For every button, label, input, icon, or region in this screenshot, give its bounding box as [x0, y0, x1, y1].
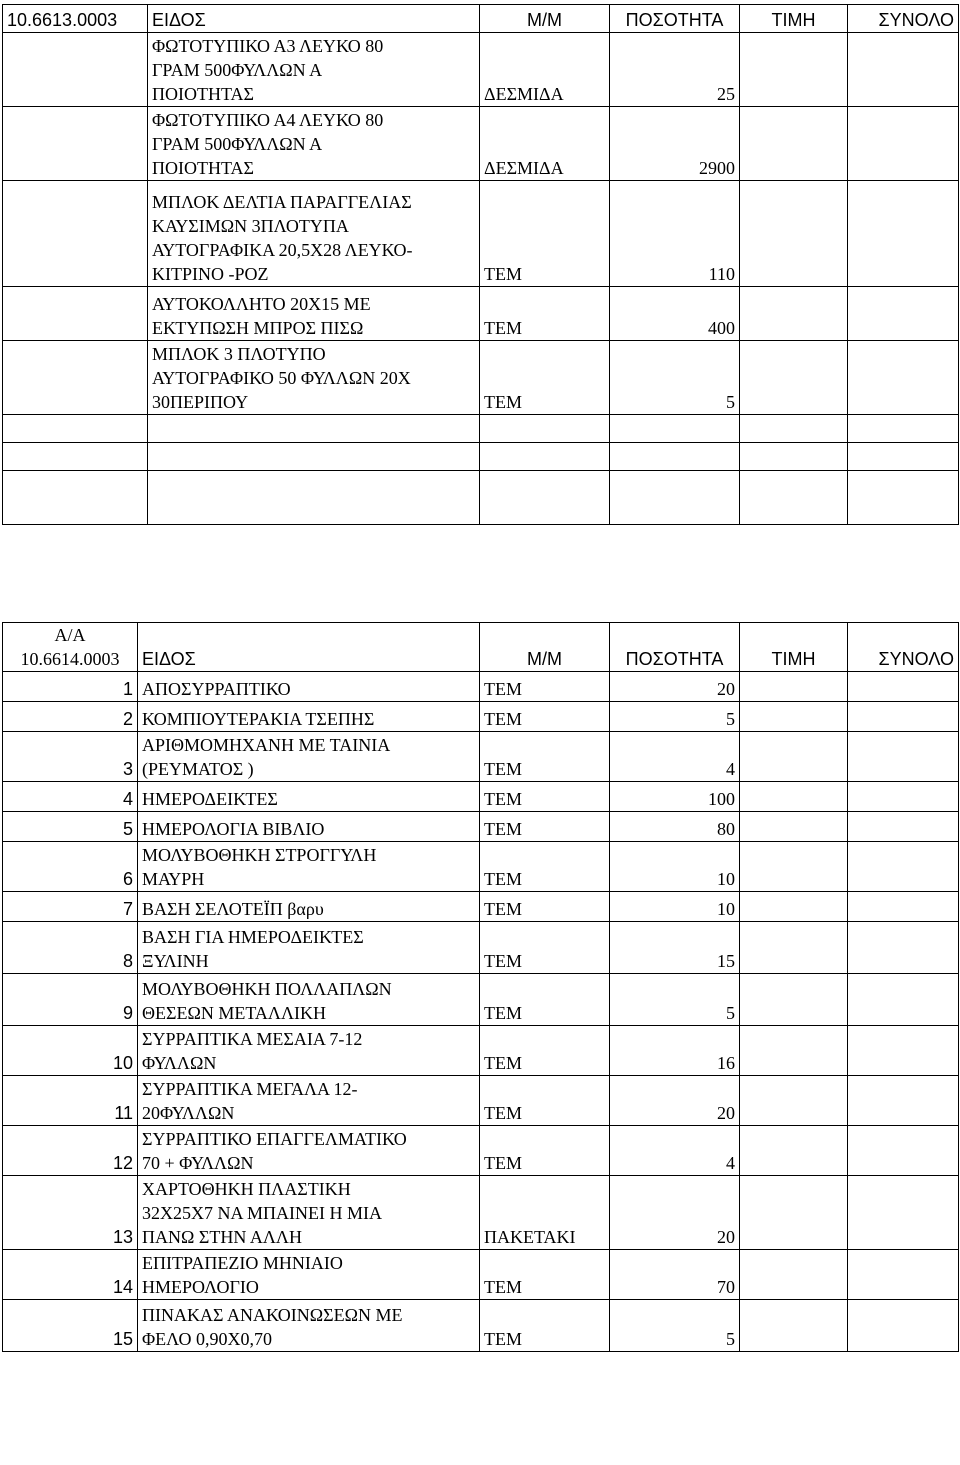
qty-cell: 5 [610, 974, 740, 1026]
total-cell [848, 107, 959, 181]
qty-cell: 10 [610, 842, 740, 892]
item-cell: ΑΡΙΘΜΟΜΗΧΑΝΗ ΜΕ ΤΑΙΝΙΑ (ΡΕΥΜΑΤΟΣ ) [138, 732, 480, 782]
unit-cell: ΤΕΜ [480, 1300, 610, 1352]
price-cell [740, 842, 848, 892]
unit-cell: ΤΕΜ [480, 892, 610, 922]
qty-header: ΠΟΣΟΤΗΤΑ [610, 623, 740, 672]
code-cell [3, 341, 148, 415]
qty-cell: 5 [610, 341, 740, 415]
item-cell: ΗΜΕΡΟΛΟΓΙΑ ΒΙΒΛΙΟ [138, 812, 480, 842]
qty-cell: 80 [610, 812, 740, 842]
item-cell: ΧΑΡΤΟΘΗΚΗ ΠΛΑΣΤΙΚΗ 32Χ25Χ7 ΝΑ ΜΠΑΙΝΕΙ Η ΜΙΑ ΠΑΝΩ ΣΤΗΝ ΑΛΛΗ [138, 1176, 480, 1250]
table-row [3, 107, 959, 181]
unit-cell: ΤΕΜ [480, 287, 610, 341]
item-cell: ΒΑΣΗ ΣΕΛΟΤΕΪΠ βαρυ [138, 892, 480, 922]
table-10-6614 [2, 622, 959, 1352]
price-cell [740, 1176, 848, 1250]
empty-row [3, 471, 959, 525]
total-cell [848, 892, 959, 922]
no-cell: 6 [3, 842, 138, 892]
price-cell [740, 812, 848, 842]
price-cell [740, 892, 848, 922]
total-cell [848, 1250, 959, 1300]
table-row [3, 892, 959, 922]
table-header-row [3, 5, 959, 33]
qty-header: ΠΟΣΟΤΗΤΑ [610, 5, 740, 33]
total-cell [848, 341, 959, 415]
code-value: 10.6614.0003 [20, 649, 120, 669]
item-cell: ΜΟΛΥΒΟΘΗΚΗ ΣΤΡΟΓΓΥΛΗ ΜΑΥΡΗ [138, 842, 480, 892]
price-cell [740, 702, 848, 732]
table-row [3, 702, 959, 732]
total-header: ΣΥΝΟΛΟ [848, 5, 959, 33]
qty-cell: 10 [610, 892, 740, 922]
unit-cell: ΤΕΜ [480, 922, 610, 974]
no-cell: 13 [3, 1176, 138, 1250]
no-cell: 11 [3, 1076, 138, 1126]
table-row [3, 732, 959, 782]
unit-cell: ΤΕΜ [480, 1076, 610, 1126]
table-row [3, 341, 959, 415]
total-cell [848, 1176, 959, 1250]
qty-cell: 20 [610, 1176, 740, 1250]
table-row [3, 1026, 959, 1076]
price-cell [740, 1250, 848, 1300]
item-cell: ΣΥΡΡΑΠΤΙΚΟ ΕΠΑΓΓΕΛΜΑΤΙΚΟ 70 + ΦΥΛΛΩΝ [138, 1126, 480, 1176]
item-cell: ΦΩΤΟΤΥΠΙΚΟ Α4 ΛΕΥΚΟ 80 ΓΡΑΜ 500ΦΥΛΛΩΝ Α ΠΟΙΟΤΗΤΑΣ [148, 107, 480, 181]
code-cell [3, 287, 148, 341]
price-cell [740, 1076, 848, 1126]
unit-cell: ΤΕΜ [480, 842, 610, 892]
item-header: ΕΙΔΟΣ [138, 623, 480, 672]
table-10-6613 [2, 4, 959, 525]
item-cell: ΣΥΡΡΑΠΤΙΚΑ ΜΕΓΑΛΑ 12- 20ΦΥΛΛΩΝ [138, 1076, 480, 1126]
unit-cell: ΤΕΜ [480, 672, 610, 702]
table-row [3, 1300, 959, 1352]
item-cell: ΑΠΟΣΥΡΡΑΠΤΙΚΟ [138, 672, 480, 702]
item-cell: ΜΠΛΟΚ ΔΕΛΤΙΑ ΠΑΡΑΓΓΕΛΙΑΣ ΚΑΥΣΙΜΩΝ 3ΠΛΟΤΥΠΑ ΑΥΤΟΓΡΑΦΙΚΑ 20,5Χ28 ΛΕΥΚΟ- ΚΙΤΡΙΝΟ -ΡΟΖ [148, 181, 480, 287]
total-header: ΣΥΝΟΛΟ [848, 623, 959, 672]
price-cell [740, 1026, 848, 1076]
item-cell: ΗΜΕΡΟΔΕΙΚΤΕΣ [138, 782, 480, 812]
total-cell [848, 922, 959, 974]
total-cell [848, 1076, 959, 1126]
table-row [3, 782, 959, 812]
qty-cell: 4 [610, 1126, 740, 1176]
no-cell: 4 [3, 782, 138, 812]
qty-cell: 400 [610, 287, 740, 341]
table-row [3, 181, 959, 287]
total-cell [848, 702, 959, 732]
total-cell [848, 812, 959, 842]
unit-header: Μ/Μ [480, 623, 610, 672]
empty-row [3, 443, 959, 471]
item-cell: ΜΠΛΟΚ 3 ΠΛΟΤΥΠΟ ΑΥΤΟΓΡΑΦΙΚΟ 50 ΦΥΛΛΩΝ 20Χ 30ΠΕΡΙΠΟΥ [148, 341, 480, 415]
total-cell [848, 33, 959, 107]
table-row [3, 922, 959, 974]
unit-cell: ΤΕΜ [480, 181, 610, 287]
unit-cell: ΤΕΜ [480, 974, 610, 1026]
unit-header: Μ/Μ [480, 5, 610, 33]
item-cell: ΚΟΜΠΙΟΥΤΕΡΑΚΙΑ ΤΣΕΠΗΣ [138, 702, 480, 732]
item-cell: ΦΩΤΟΤΥΠΙΚΟ Α3 ΛΕΥΚΟ 80 ΓΡΑΜ 500ΦΥΛΛΩΝ Α ΠΟΙΟΤΗΤΑΣ [148, 33, 480, 107]
item-cell: ΕΠΙΤΡΑΠΕΖΙΟ ΜΗΝΙΑΙΟ ΗΜΕΡΟΛΟΓΙΟ [138, 1250, 480, 1300]
unit-cell: ΤΕΜ [480, 1250, 610, 1300]
code-header: 10.6613.0003 [3, 5, 148, 33]
unit-cell: ΤΕΜ [480, 1026, 610, 1076]
total-cell [848, 181, 959, 287]
empty-row [3, 415, 959, 443]
unit-cell: ΠΑΚΕΤΑΚΙ [480, 1176, 610, 1250]
price-cell [740, 287, 848, 341]
item-cell: ΑΥΤΟΚΟΛΛΗΤΟ 20Χ15 ΜΕ ΕΚΤΥΠΩΣΗ ΜΠΡΟΣ ΠΙΣΩ [148, 287, 480, 341]
total-cell [848, 672, 959, 702]
qty-cell: 5 [610, 1300, 740, 1352]
no-cell: 15 [3, 1300, 138, 1352]
qty-cell: 2900 [610, 107, 740, 181]
table-row [3, 672, 959, 702]
price-cell [740, 1300, 848, 1352]
no-cell: 12 [3, 1126, 138, 1176]
qty-cell: 25 [610, 33, 740, 107]
unit-cell: ΤΕΜ [480, 341, 610, 415]
unit-cell: ΔΕΣΜΙΔΑ [480, 107, 610, 181]
unit-cell: ΤΕΜ [480, 702, 610, 732]
unit-cell: ΔΕΣΜΙΔΑ [480, 33, 610, 107]
item-cell: ΣΥΡΡΑΠΤΙΚΑ ΜΕΣΑΙΑ 7-12 ΦΥΛΛΩΝ [138, 1026, 480, 1076]
no-cell: 3 [3, 732, 138, 782]
price-header: ΤΙΜΗ [740, 5, 848, 33]
table-row [3, 287, 959, 341]
code-header [3, 623, 138, 672]
unit-cell: ΤΕΜ [480, 732, 610, 782]
table-row [3, 812, 959, 842]
price-cell [740, 341, 848, 415]
no-cell: 9 [3, 974, 138, 1026]
code-cell [3, 33, 148, 107]
price-cell [740, 782, 848, 812]
total-cell [848, 1126, 959, 1176]
price-cell [740, 732, 848, 782]
unit-cell: ΤΕΜ [480, 1126, 610, 1176]
no-cell: 10 [3, 1026, 138, 1076]
no-cell: 5 [3, 812, 138, 842]
total-cell [848, 1026, 959, 1076]
qty-cell: 5 [610, 702, 740, 732]
qty-cell: 4 [610, 732, 740, 782]
no-cell: 14 [3, 1250, 138, 1300]
total-cell [848, 287, 959, 341]
price-cell [740, 974, 848, 1026]
item-cell: ΠΙΝΑΚΑΣ ΑΝΑΚΟΙΝΩΣΕΩΝ ΜΕ ΦΕΛΟ 0,90Χ0,70 [138, 1300, 480, 1352]
qty-cell: 110 [610, 181, 740, 287]
table-row [3, 1076, 959, 1126]
qty-cell: 20 [610, 1076, 740, 1126]
no-cell: 1 [3, 672, 138, 702]
price-cell [740, 107, 848, 181]
unit-cell: ΤΕΜ [480, 782, 610, 812]
price-cell [740, 922, 848, 974]
table-row [3, 1176, 959, 1250]
code-cell [3, 181, 148, 287]
table-row [3, 1126, 959, 1176]
qty-cell: 70 [610, 1250, 740, 1300]
qty-cell: 15 [610, 922, 740, 974]
price-header: ΤΙΜΗ [740, 623, 848, 672]
table-row [3, 974, 959, 1026]
table-header-row [3, 623, 959, 672]
total-cell [848, 782, 959, 812]
no-cell: 2 [3, 702, 138, 732]
total-cell [848, 974, 959, 1026]
qty-cell: 16 [610, 1026, 740, 1076]
item-cell: ΜΟΛΥΒΟΘΗΚΗ ΠΟΛΛΑΠΛΩΝ ΘΕΣΕΩΝ ΜΕΤΑΛΛΙΚΗ [138, 974, 480, 1026]
price-cell [740, 181, 848, 287]
item-header: ΕΙΔΟΣ [148, 5, 480, 33]
aa-label: Α/Α [54, 625, 86, 645]
qty-cell: 20 [610, 672, 740, 702]
table-row [3, 33, 959, 107]
unit-cell: ΤΕΜ [480, 812, 610, 842]
total-cell [848, 1300, 959, 1352]
item-cell: ΒΑΣΗ ΓΙΑ ΗΜΕΡΟΔΕΙΚΤΕΣ ΞΥΛΙΝΗ [138, 922, 480, 974]
total-cell [848, 842, 959, 892]
code-cell [3, 107, 148, 181]
price-cell [740, 33, 848, 107]
total-cell [848, 732, 959, 782]
qty-cell: 100 [610, 782, 740, 812]
no-cell: 7 [3, 892, 138, 922]
table-row [3, 1250, 959, 1300]
price-cell [740, 672, 848, 702]
no-cell: 8 [3, 922, 138, 974]
price-cell [740, 1126, 848, 1176]
table-row [3, 842, 959, 892]
